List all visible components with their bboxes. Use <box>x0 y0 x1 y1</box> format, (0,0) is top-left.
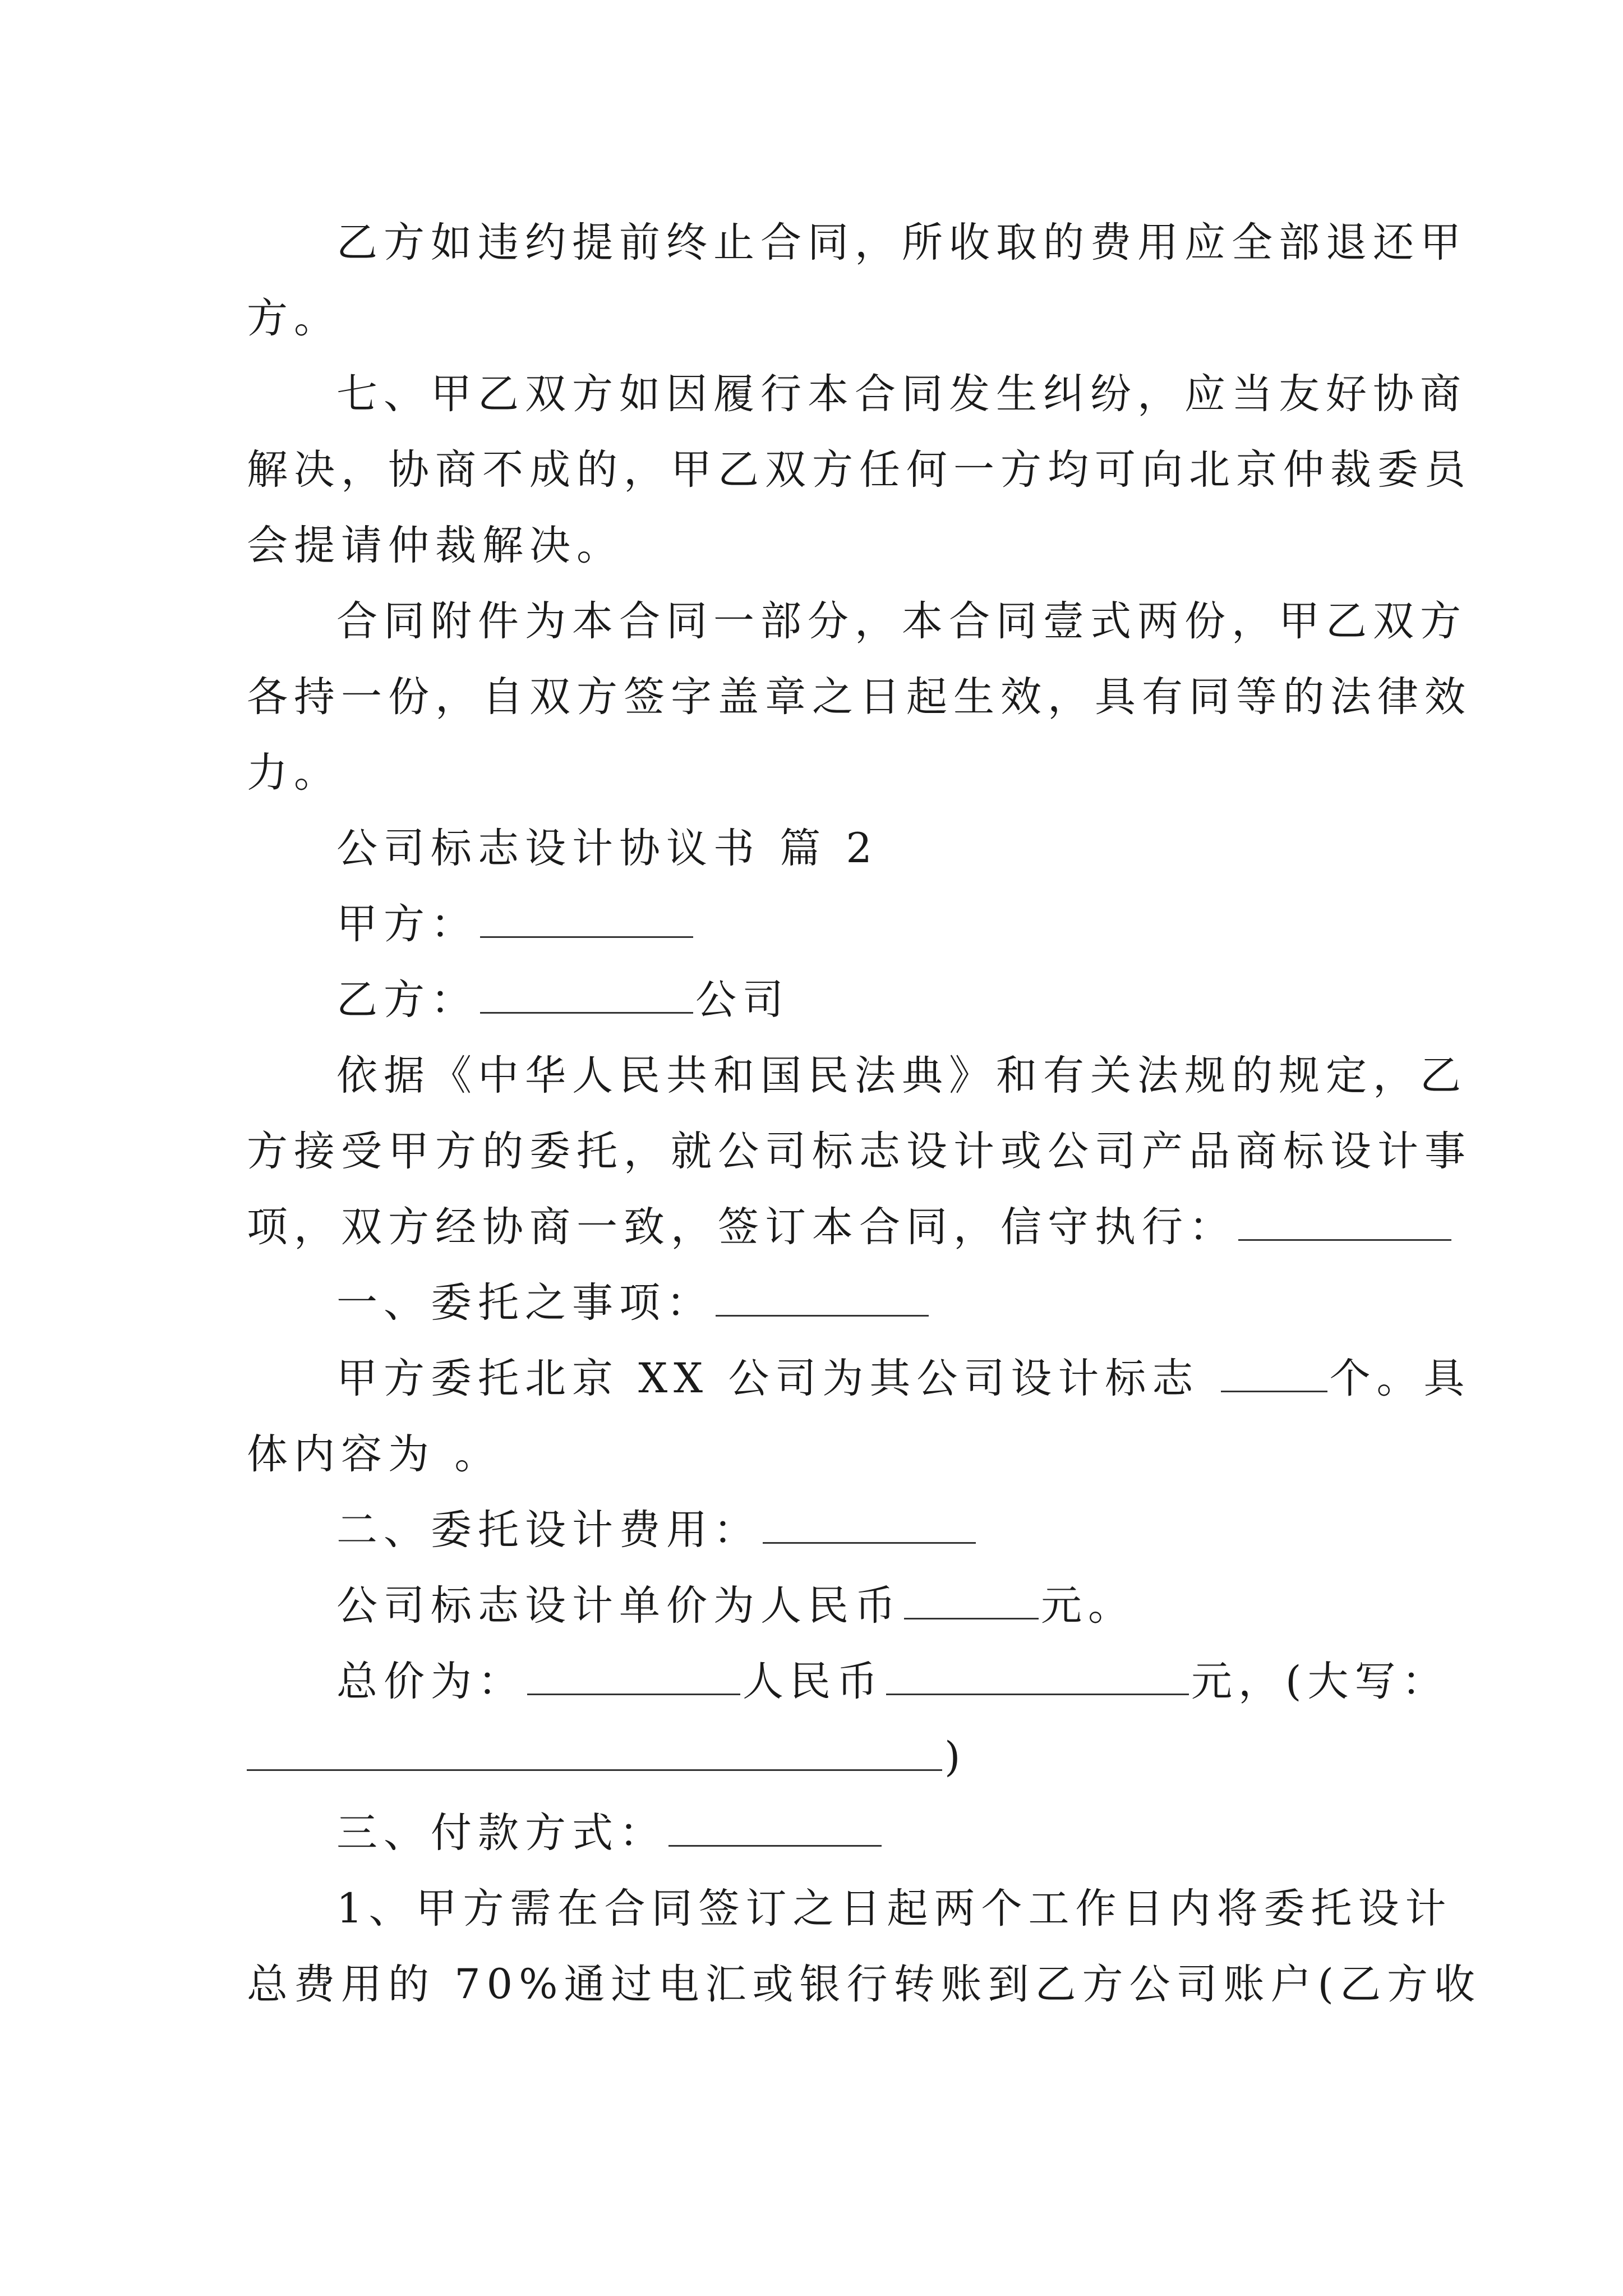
clause-three-heading: 三、付款方式： <box>336 1806 1481 1860</box>
total-price-line: 总价为： 人民币 元，(大写： <box>336 1658 1449 1705</box>
fill-blank <box>904 1583 1039 1619</box>
paragraph-line: 各持一份，自双方签字盖章之日起生效，具有同等的法律效 <box>247 673 1472 721</box>
paragraph-line: 会提请仲裁解决。 <box>247 522 624 569</box>
unit-price-line: 公司标志设计单价为人民币 元。 <box>336 1582 1135 1630</box>
party-b-blank <box>480 977 693 1014</box>
party-a-line: 甲方： <box>336 898 1481 951</box>
fill-blank <box>668 1810 882 1847</box>
clause-two-heading: 二、委托设计费用： <box>336 1503 1481 1557</box>
paragraph-line: 乙方如违约提前终止合同，所收取的费用应全部退还甲 <box>336 219 1467 266</box>
fill-blank <box>247 1734 942 1771</box>
party-b-line: 乙方： 公司 <box>336 976 790 1024</box>
paragraph-line: 解决，协商不成的，甲乙双方任何一方均可向北京仲裁委员 <box>247 446 1472 494</box>
party-a-blank <box>480 901 693 938</box>
fill-blank <box>1238 1204 1451 1241</box>
clause-seven: 七、甲乙双方如因履行本合同发生纠纷，应当友好协商 <box>336 370 1467 418</box>
paragraph-line: 项，双方经协商一致，签订本合同，信守执行： <box>247 1200 1391 1254</box>
paragraph-line: 总费用的 70%通过电汇或银行转账到乙方公司账户(乙方收 <box>247 1961 1481 2008</box>
fill-blank <box>1221 1356 1327 1392</box>
paragraph-line: 方接受甲方的委托，就公司标志设计或公司产品商标设计事 <box>247 1128 1472 1175</box>
capital-amount-line: ) <box>247 1731 1391 1784</box>
paragraph-line: 甲方委托北京 XX 公司为其公司设计标志 个。具 <box>336 1355 1471 1402</box>
fill-blank <box>716 1280 929 1317</box>
fill-blank <box>527 1659 740 1695</box>
section-title: 公司标志设计协议书 篇 2 <box>336 825 878 872</box>
paragraph-line: 依据《中华人民共和国民法典》和有关法规的规定，乙 <box>336 1052 1467 1099</box>
fill-blank <box>763 1507 976 1544</box>
paragraph-line: 体内容为 。 <box>247 1430 502 1478</box>
paragraph-line: 方。 <box>247 295 341 342</box>
clause-one-heading: 一、委托之事项： <box>336 1276 1481 1330</box>
paragraph-line: 力。 <box>247 749 341 797</box>
paragraph-line: 1、甲方需在合同签订之日起两个工作日内将委托设计 <box>336 1885 1453 1932</box>
fill-blank <box>886 1659 1189 1695</box>
paragraph-line: 合同附件为本合同一部分，本合同壹式两份，甲乙双方 <box>336 597 1467 645</box>
